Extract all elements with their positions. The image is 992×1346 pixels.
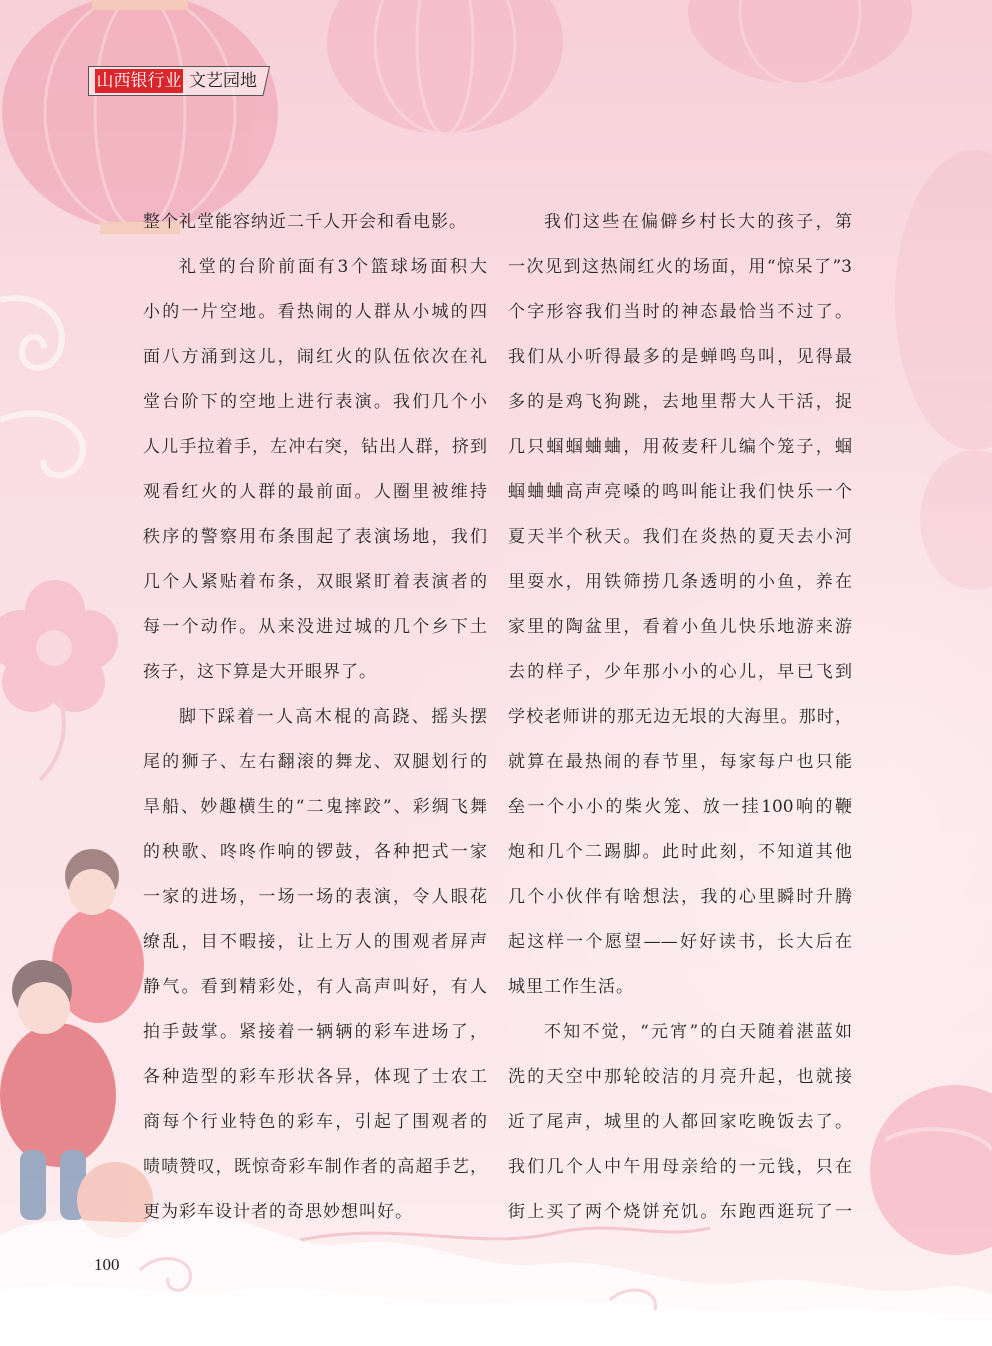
text-line: 各种造型的彩车形状各异，体现了士农工	[143, 1067, 487, 1087]
magazine-name: 山西银行业	[96, 71, 182, 91]
text-line: 蝈蛐蛐高声亮嗓的鸣叫能让我们快乐一个	[508, 482, 852, 502]
article-column-left	[143, 200, 487, 1235]
text-line: 一次见到这热闹红火的场面，用“惊呆了”3	[508, 257, 852, 277]
text-line: 夏天半个秋天。我们在炎热的夏天去小河	[508, 527, 852, 547]
text-line: 每一个动作。从来没进过城的几个乡下土	[143, 617, 487, 637]
lantern-decoration	[895, 150, 992, 590]
text-line: 脚下踩着一人高木棍的高跷、摇头摆	[179, 707, 487, 727]
text-line: 我们这些在偏僻乡村长大的孩子，第	[544, 212, 852, 232]
text-line: 礼堂的台阶前面有3个篮球场面积大	[179, 257, 487, 277]
text-line: 缭乱，目不暇接，让上万人的围观者屏声	[143, 932, 487, 952]
text-line: 街上买了两个烧饼充饥。东跑西逛玩了一	[508, 1202, 852, 1222]
lantern-decoration	[327, 0, 563, 134]
text-line: 静气。看到精彩处，有人高声叫好，有人	[143, 977, 487, 997]
cloud-swirl-decoration	[0, 298, 83, 475]
text-line: 堂台阶下的空地上进行表演。我们几个小	[143, 392, 487, 412]
text-line: 炮和几个二踢脚。此时此刻，不知道其他	[508, 842, 852, 862]
text-line: 几只蝈蝈蛐蛐，用莜麦秆儿编个笼子，蝈	[508, 437, 852, 457]
page-number: 100	[94, 1255, 120, 1274]
text-line: 几个小伙伴有啥想法，我的心里瞬时升腾	[508, 887, 852, 907]
magazine-header	[88, 66, 270, 96]
text-line: 孩子，这下算是大开眼界了。	[143, 662, 377, 682]
text-line: 面八方涌到这儿，闹红火的队伍依次在礼	[143, 347, 487, 367]
text-line: 去的样子，少年那小小的心儿，早已飞到	[508, 662, 852, 682]
text-line: 旱船、妙趣横生的“二鬼摔跤”、彩绸飞舞	[143, 797, 487, 817]
article-column-right	[508, 200, 852, 1235]
text-line: 家里的陶盆里，看着小鱼儿快乐地游来游	[508, 617, 852, 637]
paragraph	[143, 200, 487, 245]
text-line: 多的是鸡飞狗跳，去地里帮大人干活，捉	[508, 392, 852, 412]
text-line: 人儿手拉着手，左冲右突，钻出人群，挤到	[143, 437, 487, 457]
text-line: 城里工作生活。	[508, 977, 634, 997]
pink-ball-decoration	[870, 1085, 992, 1255]
paragraph	[143, 695, 487, 1235]
text-line: 商每个行业特色的彩车，引起了围观者的	[143, 1112, 487, 1132]
text-line: 个字形容我们当时的神态最恰当不过了。	[508, 302, 852, 322]
text-line: 更为彩车设计者的奇思妙想叫好。	[143, 1202, 413, 1222]
section-name: 文艺园地	[189, 71, 257, 91]
text-line: 不知不觉，“元宵”的白天随着湛蓝如	[544, 1022, 852, 1042]
text-line: 啧啧赞叹，既惊奇彩车制作者的高超手艺，	[143, 1157, 487, 1177]
text-line: 垒一个小小的柴火笼、放一挂100响的鞭	[508, 797, 852, 817]
text-line: 整个礼堂能容纳近二千人开会和看电影。	[143, 212, 467, 232]
text-line: 一家的进场，一场一场的表演，令人眼花	[143, 887, 487, 907]
paragraph	[143, 245, 487, 695]
text-line: 近了尾声，城里的人都回家吃晚饭去了。	[508, 1112, 852, 1132]
flower-decoration	[0, 580, 118, 780]
children-illustration	[0, 849, 153, 1238]
text-line: 我们几个人中午用母亲给的一元钱，只在	[508, 1157, 852, 1177]
text-line: 几个人紧贴着布条，双眼紧盯着表演者的	[143, 572, 487, 592]
text-line: 秩序的警察用布条围起了表演场地，我们	[143, 527, 487, 547]
text-line: 起这样一个愿望——好好读书，长大后在	[508, 932, 852, 952]
paragraph	[508, 200, 852, 1010]
text-line: 的秧歌、咚咚作响的锣鼓，各种把式一家	[143, 842, 487, 862]
paragraph	[508, 1010, 852, 1235]
text-line: 学校老师讲的那无边无垠的大海里。那时，	[508, 707, 852, 727]
text-line: 拍手鼓掌。紧接着一辆辆的彩车进场了，	[143, 1022, 487, 1042]
text-line: 就算在最热闹的春节里，每家每户也只能	[508, 752, 852, 772]
text-line: 洗的天空中那轮皎洁的月亮升起，也就接	[508, 1067, 852, 1087]
text-line: 我们从小听得最多的是蝉鸣鸟叫，见得最	[508, 347, 852, 367]
text-line: 观看红火的人群的最前面。人圈里被维持	[143, 482, 487, 502]
lantern-decoration	[688, 0, 912, 84]
text-line: 小的一片空地。看热闹的人群从小城的四	[143, 302, 487, 322]
lantern-decoration	[2, 0, 278, 234]
text-line: 里耍水，用铁筛捞几条透明的小鱼，养在	[508, 572, 852, 592]
text-line: 尾的狮子、左右翻滚的舞龙、双腿划行的	[143, 752, 487, 772]
